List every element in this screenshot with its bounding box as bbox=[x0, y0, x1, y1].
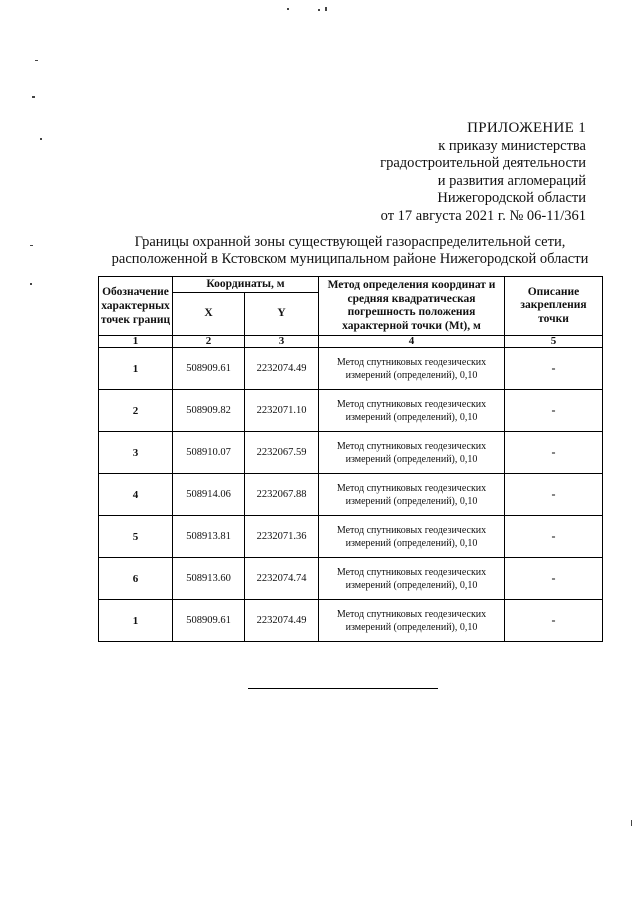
point-number: 2 bbox=[99, 390, 173, 432]
point-number: 1 bbox=[99, 600, 173, 642]
method-text: Метод спутниковых геодезических измерений (определений), 0,10 bbox=[319, 558, 505, 600]
coord-y: 2232067.88 bbox=[245, 474, 319, 516]
table-row bbox=[99, 348, 603, 390]
fixing-description: - bbox=[505, 600, 603, 642]
appendix-line: Нижегородской области bbox=[437, 190, 586, 206]
boundary-points-table bbox=[98, 276, 603, 642]
title-line: Границы охранной зоны существующей газораспределительной сети, bbox=[134, 234, 566, 250]
column-number: 5 bbox=[505, 336, 603, 348]
header-coordinates: Координаты, м bbox=[173, 277, 319, 293]
header-point-designation: Обозначение характерных точек границ bbox=[99, 277, 173, 336]
method-text: Метод спутниковых геодезических измерений (определений), 0,10 bbox=[319, 390, 505, 432]
end-divider-line bbox=[248, 688, 438, 689]
title-line: расположенной в Кстовском муниципальном районе Нижегородской области bbox=[111, 251, 589, 267]
scan-speck bbox=[631, 820, 632, 826]
point-number: 4 bbox=[99, 474, 173, 516]
fixing-description: - bbox=[505, 516, 603, 558]
coord-y: 2232071.10 bbox=[245, 390, 319, 432]
scan-speck bbox=[32, 96, 35, 98]
coord-x: 508909.61 bbox=[173, 600, 245, 642]
point-number: 6 bbox=[99, 558, 173, 600]
coord-y: 2232071.36 bbox=[245, 516, 319, 558]
appendix-line: к приказу министерства bbox=[438, 137, 586, 154]
table-row bbox=[99, 516, 603, 558]
appendix-line: и развития агломераций bbox=[437, 172, 586, 189]
fixing-description: - bbox=[505, 474, 603, 516]
appendix-date-number: от 17 августа 2021 г. № 06-11/361 bbox=[380, 207, 586, 224]
scan-speck bbox=[287, 8, 289, 10]
coord-y: 2232074.49 bbox=[245, 348, 319, 390]
column-number: 3 bbox=[245, 336, 319, 348]
fixing-description: - bbox=[505, 348, 603, 390]
method-text: Метод спутниковых геодезических измерений (определений), 0,10 bbox=[319, 432, 505, 474]
coord-y: 2232067.59 bbox=[245, 432, 319, 474]
coord-y: 2232074.74 bbox=[245, 558, 319, 600]
coord-y: 2232074.49 bbox=[245, 600, 319, 642]
header-y: Y bbox=[245, 293, 319, 336]
point-number: 5 bbox=[99, 516, 173, 558]
fixing-description: - bbox=[505, 432, 603, 474]
coord-x: 508914.06 bbox=[173, 474, 245, 516]
table-row bbox=[99, 558, 603, 600]
scan-speck bbox=[40, 138, 42, 140]
coord-x: 508913.81 bbox=[173, 516, 245, 558]
coord-x: 508909.61 bbox=[173, 348, 245, 390]
method-text: Метод спутниковых геодезических измерений (определений), 0,10 bbox=[319, 348, 505, 390]
header-description: Описание закрепления точки bbox=[505, 277, 603, 336]
method-text: Метод спутниковых геодезических измерений (определений), 0,10 bbox=[319, 516, 505, 558]
appendix-line: градостроительной деятельности bbox=[380, 155, 586, 171]
coord-x: 508910.07 bbox=[173, 432, 245, 474]
table-row bbox=[99, 474, 603, 516]
scan-speck bbox=[35, 60, 38, 61]
scan-speck bbox=[30, 245, 33, 246]
point-number: 3 bbox=[99, 432, 173, 474]
table-row bbox=[99, 432, 603, 474]
coord-x: 508909.82 bbox=[173, 390, 245, 432]
method-text: Метод спутниковых геодезических измерений (определений), 0,10 bbox=[319, 474, 505, 516]
fixing-description: - bbox=[505, 390, 603, 432]
column-number: 1 bbox=[99, 336, 173, 348]
document-title bbox=[98, 234, 602, 268]
header-x: X bbox=[173, 293, 245, 336]
coord-x: 508913.60 bbox=[173, 558, 245, 600]
column-number: 2 bbox=[173, 336, 245, 348]
scan-speck bbox=[30, 283, 32, 285]
scan-speck bbox=[325, 7, 327, 11]
table-row bbox=[99, 390, 603, 432]
column-number: 4 bbox=[319, 336, 505, 348]
header-method: Метод определения координат и средняя квадратическая погрешность положения характерной точки (Mt), м bbox=[319, 277, 505, 336]
fixing-description: - bbox=[505, 558, 603, 600]
point-number: 1 bbox=[99, 348, 173, 390]
appendix-title: ПРИЛОЖЕНИЕ 1 bbox=[467, 120, 586, 136]
scan-speck bbox=[318, 9, 320, 11]
appendix-header bbox=[286, 120, 586, 225]
method-text: Метод спутниковых геодезических измерений (определений), 0,10 bbox=[319, 600, 505, 642]
table-row bbox=[99, 600, 603, 642]
